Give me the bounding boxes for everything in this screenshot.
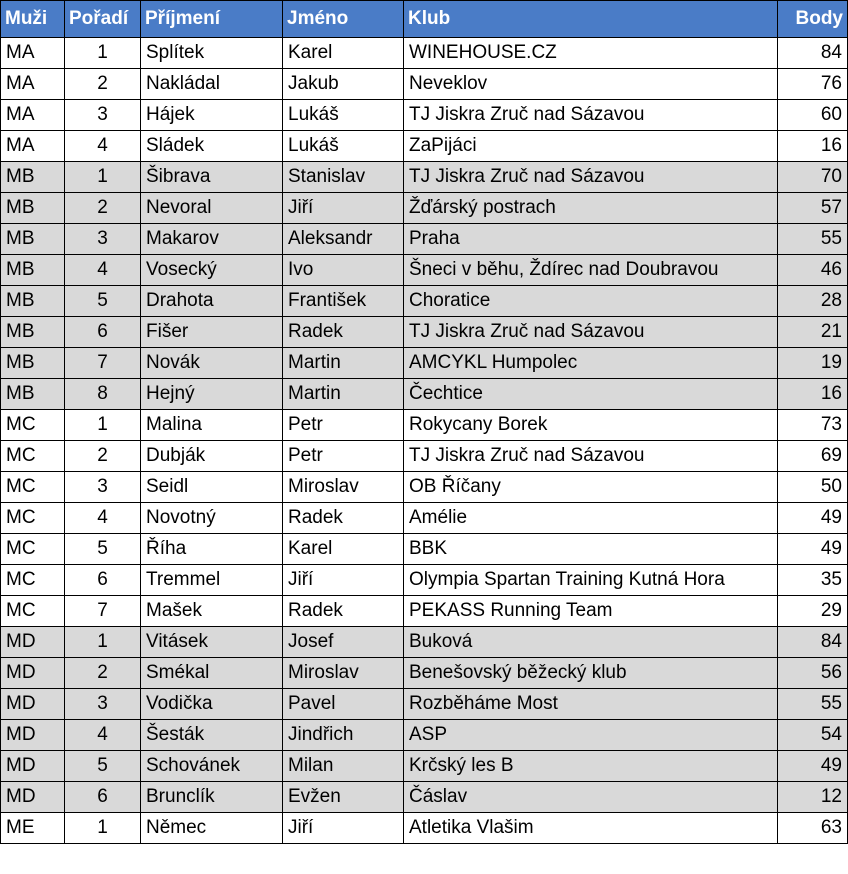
cell-points: 19 — [778, 348, 848, 379]
cell-rank: 1 — [65, 627, 141, 658]
cell-surname: Říha — [141, 534, 283, 565]
column-header-rank: Pořadí — [65, 1, 141, 38]
cell-club: PEKASS Running Team — [404, 596, 778, 627]
cell-category: MB — [1, 162, 65, 193]
cell-surname: Makarov — [141, 224, 283, 255]
cell-club: TJ Jiskra Zruč nad Sázavou — [404, 100, 778, 131]
column-header-club: Klub — [404, 1, 778, 38]
cell-club: TJ Jiskra Zruč nad Sázavou — [404, 162, 778, 193]
table-row — [1, 534, 848, 565]
cell-name: Petr — [283, 441, 404, 472]
cell-surname: Vitásek — [141, 627, 283, 658]
cell-rank: 3 — [65, 472, 141, 503]
cell-club: Praha — [404, 224, 778, 255]
table-row — [1, 317, 848, 348]
cell-club: AMCYKL Humpolec — [404, 348, 778, 379]
cell-name: Stanislav — [283, 162, 404, 193]
table-row — [1, 224, 848, 255]
table-row — [1, 627, 848, 658]
cell-category: ME — [1, 813, 65, 844]
cell-name: Radek — [283, 596, 404, 627]
cell-club: Čáslav — [404, 782, 778, 813]
table-row — [1, 689, 848, 720]
cell-name: Pavel — [283, 689, 404, 720]
cell-category: MB — [1, 193, 65, 224]
cell-club: Rozběháme Most — [404, 689, 778, 720]
cell-points: 73 — [778, 410, 848, 441]
cell-name: Jindřich — [283, 720, 404, 751]
table-row — [1, 720, 848, 751]
cell-club: Žďárský postrach — [404, 193, 778, 224]
cell-category: MD — [1, 689, 65, 720]
cell-club: TJ Jiskra Zruč nad Sázavou — [404, 441, 778, 472]
cell-name: Lukáš — [283, 131, 404, 162]
cell-category: MB — [1, 348, 65, 379]
cell-surname: Mašek — [141, 596, 283, 627]
cell-surname: Hejný — [141, 379, 283, 410]
cell-rank: 3 — [65, 689, 141, 720]
cell-surname: Novotný — [141, 503, 283, 534]
cell-surname: Dubják — [141, 441, 283, 472]
table-row — [1, 162, 848, 193]
cell-club: Buková — [404, 627, 778, 658]
cell-points: 35 — [778, 565, 848, 596]
cell-category: MC — [1, 441, 65, 472]
cell-club: Amélie — [404, 503, 778, 534]
cell-name: Martin — [283, 348, 404, 379]
cell-club: OB Říčany — [404, 472, 778, 503]
cell-club: Šneci v běhu, Ždírec nad Doubravou — [404, 255, 778, 286]
cell-category: MC — [1, 503, 65, 534]
cell-points: 70 — [778, 162, 848, 193]
cell-surname: Brunclík — [141, 782, 283, 813]
cell-rank: 1 — [65, 813, 141, 844]
cell-name: Karel — [283, 534, 404, 565]
cell-surname: Vosecký — [141, 255, 283, 286]
cell-club: TJ Jiskra Zruč nad Sázavou — [404, 317, 778, 348]
cell-name: Karel — [283, 38, 404, 69]
table-row — [1, 131, 848, 162]
cell-club: ZaPijáci — [404, 131, 778, 162]
table-row — [1, 441, 848, 472]
cell-name: Josef — [283, 627, 404, 658]
cell-club: BBK — [404, 534, 778, 565]
cell-rank: 6 — [65, 782, 141, 813]
cell-points: 28 — [778, 286, 848, 317]
cell-name: Jiří — [283, 813, 404, 844]
cell-name: Ivo — [283, 255, 404, 286]
cell-surname: Drahota — [141, 286, 283, 317]
cell-category: MD — [1, 627, 65, 658]
cell-points: 21 — [778, 317, 848, 348]
table-row — [1, 410, 848, 441]
cell-name: Milan — [283, 751, 404, 782]
cell-category: MB — [1, 255, 65, 286]
cell-surname: Nevoral — [141, 193, 283, 224]
cell-points: 60 — [778, 100, 848, 131]
cell-rank: 4 — [65, 503, 141, 534]
cell-surname: Sládek — [141, 131, 283, 162]
cell-name: Miroslav — [283, 658, 404, 689]
cell-category: MC — [1, 410, 65, 441]
cell-rank: 2 — [65, 658, 141, 689]
cell-category: MB — [1, 224, 65, 255]
cell-club: Benešovský běžecký klub — [404, 658, 778, 689]
header-row — [1, 1, 848, 38]
table-row — [1, 782, 848, 813]
table-row — [1, 565, 848, 596]
cell-points: 55 — [778, 224, 848, 255]
cell-category: MD — [1, 658, 65, 689]
cell-points: 55 — [778, 689, 848, 720]
cell-name: Martin — [283, 379, 404, 410]
cell-rank: 5 — [65, 286, 141, 317]
cell-club: Rokycany Borek — [404, 410, 778, 441]
cell-category: MB — [1, 317, 65, 348]
table-row — [1, 751, 848, 782]
table-row — [1, 348, 848, 379]
cell-rank: 1 — [65, 38, 141, 69]
table-row — [1, 286, 848, 317]
cell-rank: 3 — [65, 224, 141, 255]
cell-club: Krčský les B — [404, 751, 778, 782]
cell-name: Radek — [283, 317, 404, 348]
cell-surname: Novák — [141, 348, 283, 379]
cell-club: WINEHOUSE.CZ — [404, 38, 778, 69]
cell-rank: 4 — [65, 131, 141, 162]
cell-surname: Němec — [141, 813, 283, 844]
cell-points: 16 — [778, 379, 848, 410]
column-header-points: Body — [778, 1, 848, 38]
table-row — [1, 472, 848, 503]
cell-category: MC — [1, 472, 65, 503]
cell-rank: 2 — [65, 69, 141, 100]
cell-points: 84 — [778, 627, 848, 658]
cell-points: 49 — [778, 534, 848, 565]
cell-rank: 2 — [65, 441, 141, 472]
cell-name: Evžen — [283, 782, 404, 813]
column-header-category: Muži — [1, 1, 65, 38]
cell-points: 63 — [778, 813, 848, 844]
cell-category: MA — [1, 100, 65, 131]
cell-points: 12 — [778, 782, 848, 813]
cell-surname: Smékal — [141, 658, 283, 689]
cell-surname: Seidl — [141, 472, 283, 503]
cell-surname: Vodička — [141, 689, 283, 720]
cell-surname: Schovánek — [141, 751, 283, 782]
cell-surname: Fišer — [141, 317, 283, 348]
cell-points: 16 — [778, 131, 848, 162]
column-header-name: Jméno — [283, 1, 404, 38]
cell-category: MC — [1, 596, 65, 627]
cell-rank: 8 — [65, 379, 141, 410]
cell-surname: Splítek — [141, 38, 283, 69]
cell-category: MD — [1, 720, 65, 751]
cell-points: 76 — [778, 69, 848, 100]
cell-name: Jiří — [283, 193, 404, 224]
cell-name: Jiří — [283, 565, 404, 596]
cell-points: 29 — [778, 596, 848, 627]
cell-points: 57 — [778, 193, 848, 224]
cell-points: 46 — [778, 255, 848, 286]
cell-rank: 4 — [65, 255, 141, 286]
cell-points: 49 — [778, 503, 848, 534]
cell-surname: Tremmel — [141, 565, 283, 596]
cell-name: Jakub — [283, 69, 404, 100]
table-row — [1, 69, 848, 100]
cell-points: 69 — [778, 441, 848, 472]
cell-points: 84 — [778, 38, 848, 69]
table-row — [1, 379, 848, 410]
cell-surname: Hájek — [141, 100, 283, 131]
cell-category: MD — [1, 751, 65, 782]
cell-rank: 2 — [65, 193, 141, 224]
table-row — [1, 658, 848, 689]
cell-club: ASP — [404, 720, 778, 751]
table-body — [1, 38, 848, 844]
cell-club: Choratice — [404, 286, 778, 317]
cell-category: MB — [1, 379, 65, 410]
cell-category: MB — [1, 286, 65, 317]
cell-club: Olympia Spartan Training Kutná Hora — [404, 565, 778, 596]
cell-rank: 6 — [65, 317, 141, 348]
cell-rank: 3 — [65, 100, 141, 131]
cell-points: 49 — [778, 751, 848, 782]
cell-surname: Nakládal — [141, 69, 283, 100]
table-row — [1, 193, 848, 224]
cell-name: Petr — [283, 410, 404, 441]
column-header-surname: Příjmení — [141, 1, 283, 38]
cell-name: Radek — [283, 503, 404, 534]
cell-category: MA — [1, 131, 65, 162]
cell-rank: 7 — [65, 348, 141, 379]
cell-surname: Malina — [141, 410, 283, 441]
table-row — [1, 100, 848, 131]
table-row — [1, 813, 848, 844]
cell-rank: 1 — [65, 162, 141, 193]
table-row — [1, 38, 848, 69]
cell-rank: 1 — [65, 410, 141, 441]
cell-category: MC — [1, 565, 65, 596]
table-row — [1, 503, 848, 534]
cell-rank: 6 — [65, 565, 141, 596]
cell-rank: 4 — [65, 720, 141, 751]
cell-name: Miroslav — [283, 472, 404, 503]
cell-club: Čechtice — [404, 379, 778, 410]
cell-rank: 5 — [65, 534, 141, 565]
cell-points: 56 — [778, 658, 848, 689]
cell-surname: Šibrava — [141, 162, 283, 193]
cell-surname: Šesták — [141, 720, 283, 751]
cell-category: MD — [1, 782, 65, 813]
cell-rank: 7 — [65, 596, 141, 627]
cell-name: Aleksandr — [283, 224, 404, 255]
cell-rank: 5 — [65, 751, 141, 782]
cell-points: 54 — [778, 720, 848, 751]
cell-name: Lukáš — [283, 100, 404, 131]
cell-category: MA — [1, 38, 65, 69]
cell-category: MC — [1, 534, 65, 565]
table-row — [1, 596, 848, 627]
table-row — [1, 255, 848, 286]
cell-club: Atletika Vlašim — [404, 813, 778, 844]
cell-club: Neveklov — [404, 69, 778, 100]
cell-category: MA — [1, 69, 65, 100]
cell-name: František — [283, 286, 404, 317]
cell-points: 50 — [778, 472, 848, 503]
